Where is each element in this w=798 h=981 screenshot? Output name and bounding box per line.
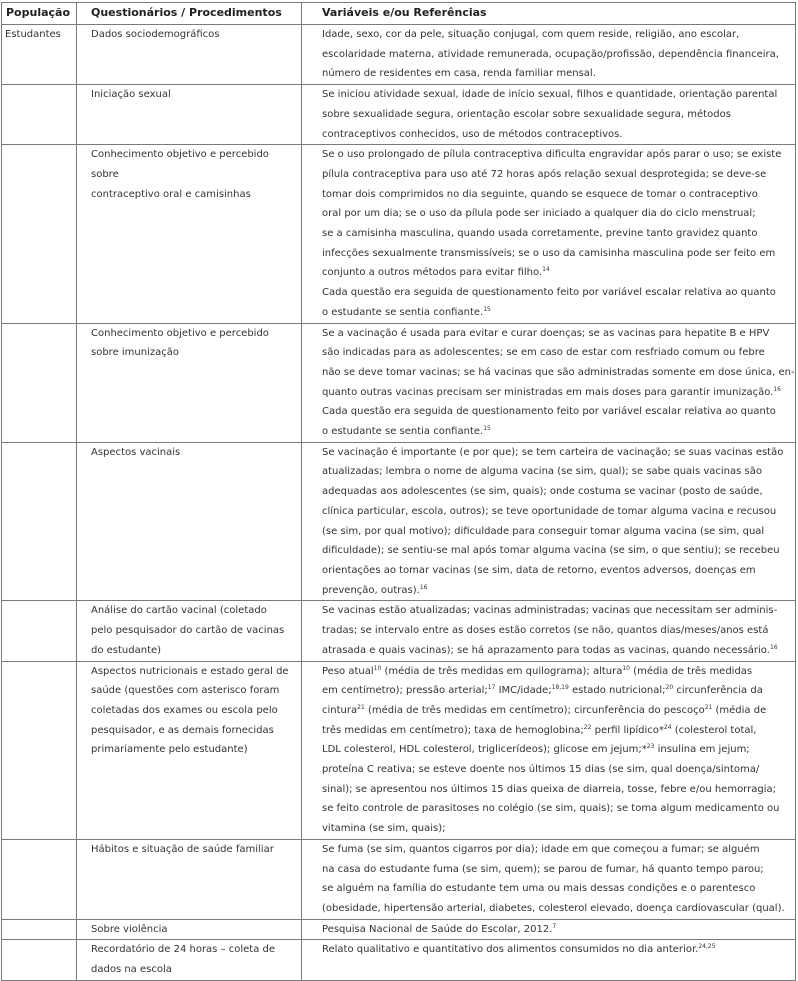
- variables-line: adequadas aos adolescentes (se sim, quais); onde costuma se vacinar (posto de saúde,: [322, 486, 763, 498]
- variables-line: na casa do estudante fuma (se sim, quem); se parou de fumar, há quanto tempo parou;: [322, 863, 764, 875]
- variables-line: se alguém na família do estudante tem uma ou mais dessas condições e o parentesco: [322, 883, 756, 895]
- procedure-line: Aspectos vacinais: [91, 446, 181, 458]
- variables-line: quanto outras vacinas precisam ser ministradas em mais doses para garantir imunização.$^{16}$: [322, 385, 781, 398]
- variables-line: tomar dois comprimidos no dia seguinte, quando se esquece de tomar o contraceptivo: [322, 188, 758, 200]
- variables-cell: [302, 601, 796, 661]
- procedure-line: Aspectos nutricionais e estado geral de: [91, 665, 289, 677]
- procedure-line: contraceptivo oral e camisinhas: [91, 188, 251, 200]
- procedure-cell: [77, 323, 302, 442]
- variables-line: cintura$^{21}$ (média de três medidas em centímetro); circunferência do pescoço$^{21}$ (média de: [322, 703, 767, 716]
- procedure-line: Conhecimento objetivo e percebido: [91, 327, 269, 339]
- header-procedures: Questionários / Procedimentos: [77, 3, 302, 25]
- population-cell: [2, 839, 77, 919]
- population-cell: [2, 661, 77, 839]
- procedure-cell: [77, 145, 302, 323]
- variables-line: Se o uso prolongado de pílula contraceptiva dificulta engravidar após parar o uso; se existe: [322, 149, 782, 161]
- population-cell: [2, 601, 77, 661]
- variables-line: Se a vacinação é usada para evitar e curar doenças; se as vacinas para hepatite B e HPV: [322, 327, 770, 339]
- variables-line: não se deve tomar vacinas; se há vacinas que são administradas somente em dose única, en-: [322, 366, 795, 378]
- variables-line: Se fuma (se sim, quantos cigarros por dia); idade em que começou a fumar; se alguém: [322, 843, 760, 855]
- variables-line: oral por um dia; se o uso da pílula pode ser iniciado a qualquer dia do ciclo menstrual;: [322, 208, 756, 220]
- population-cell: [2, 940, 77, 980]
- variables-cell: [302, 25, 796, 85]
- variables-cell: [302, 145, 796, 323]
- procedure-line: Iniciação sexual: [91, 89, 171, 101]
- variables-line: Cada questão era seguida de questionamento feito por variável escalar relativa ao quanto: [322, 287, 776, 299]
- procedure-line: saúde (questões com asterisco foram: [91, 685, 280, 697]
- variables-line: Se vacinação é importante (e por que); se tem carteira de vacinação; se suas vacinas estão: [322, 446, 784, 458]
- population-cell: [2, 919, 77, 940]
- procedure-line: do estudante): [91, 644, 162, 656]
- procedure-line: Sobre violência: [91, 923, 168, 935]
- variables-cell: [302, 839, 796, 919]
- population-cell: Estudantes: [2, 25, 77, 85]
- variables-line: o estudante se sentia confiante.$^{15}$: [322, 425, 491, 438]
- variables-line: sinal); se apresentou nos últimos 15 dias queixa de diarreia, tosse, febre e/ou hemorragia;: [322, 783, 776, 795]
- variables-line: Relato qualitativo e quantitativo dos alimentos consumidos no dia anterior.$^{24,25}$: [322, 943, 716, 956]
- variables-line: conjunto a outros métodos para evitar filho.$^{14}$: [322, 266, 550, 279]
- procedure-cell: [77, 940, 302, 980]
- procedure-line: Conhecimento objetivo e percebido: [91, 149, 269, 161]
- variables-cell: [302, 940, 796, 980]
- variables-cell: [302, 919, 796, 940]
- procedure-cell: [77, 919, 302, 940]
- variables-line: Cada questão era seguida de questionamento feito por variável escalar relativa ao quanto: [322, 406, 776, 418]
- table-row: [2, 919, 796, 940]
- header-variables: Variáveis e/ou Referências: [302, 3, 796, 25]
- variables-line: contraceptivos conhecidos, uso de métodos contraceptivos.: [322, 128, 623, 140]
- variables-line: pílula contraceptiva para uso até 72 horas após relação sexual desprotegida; se deve-se: [322, 168, 767, 180]
- procedure-line: pesquisador, e as demais fornecidas: [91, 724, 274, 736]
- variables-line: vitamina (se sim, quais);: [322, 823, 446, 835]
- variables-line: atualizadas; lembra o nome de alguma vacina (se sim, qual); se sabe quais vacinas são: [322, 466, 762, 478]
- variables-line: clínica particular, escola, outros); se teve oportunidade de tomar alguma vacina e recusou: [322, 505, 777, 517]
- procedure-cell: [77, 442, 302, 601]
- variables-line: são indicadas para as adolescentes; se em caso de estar com resfriado comum ou febre: [322, 347, 765, 359]
- population-cell: [2, 145, 77, 323]
- variables-line: LDL colesterol, HDL colesterol, triglicerídeos); glicose em jejum;*$^{23}$ insulina em jejum;: [322, 743, 750, 756]
- procedure-line: pelo pesquisador do cartão de vacinas: [91, 625, 285, 637]
- variables-line: sobre sexualidade segura, orientação escolar sobre sexualidade segura, métodos: [322, 108, 731, 120]
- variables-line: em centímetro); pressão arterial;$^{17}$ IMC/idade;$^{18,19}$ estado nutricional;$^{20}$ circunferência da: [322, 684, 763, 697]
- variables-line: o estudante se sentia confiante.$^{15}$: [322, 305, 491, 318]
- variables-line: dificuldade); se sentiu-se mal após tomar alguma vacina (se sim, o que sentiu); se recebeu: [322, 545, 780, 557]
- procedure-line: Recordatório de 24 horas – coleta de: [91, 944, 276, 956]
- variables-line: Se vacinas estão atualizadas; vacinas administradas; vacinas que necessitam ser adminis-: [322, 605, 778, 617]
- variables-cell: [302, 661, 796, 839]
- variables-line: prevenção, outras).$^{16}$: [322, 583, 428, 596]
- procedure-cell: [77, 661, 302, 839]
- table-header-row: [2, 3, 796, 25]
- variables-line: (se sim, por qual motivo); dificuldade para conseguir tomar alguma vacina (se sim, qual: [322, 525, 765, 537]
- procedure-line: sobre imunização: [91, 347, 179, 359]
- variables-table: [1, 2, 796, 981]
- procedure-line: Dados sociodemográficos: [91, 29, 220, 40]
- procedure-line: Hábitos e situação de saúde familiar: [91, 843, 274, 855]
- table-row: [2, 323, 796, 442]
- procedure-line: dados na escola: [91, 964, 172, 976]
- procedure-cell: [77, 601, 302, 661]
- header-population: População: [2, 3, 77, 25]
- table-row: [2, 661, 796, 839]
- population-cell: [2, 323, 77, 442]
- variables-line: orientações ao tomar vacinas (se sim, data de retorno, eventos adversos, doenças em: [322, 564, 756, 576]
- procedure-line: coletadas dos exames ou escola pelo: [91, 704, 278, 716]
- table-row: [2, 85, 796, 145]
- procedure-line: sobre: [91, 168, 119, 180]
- variables-line: escolaridade materna, atividade remunerada, ocupação/profissão, dependência financeira,: [322, 48, 779, 60]
- procedure-cell: [77, 25, 302, 85]
- table-row: [2, 442, 796, 601]
- procedure-cell: [77, 85, 302, 145]
- table-row: [2, 145, 796, 323]
- procedure-line: Análise do cartão vacinal (coletado: [91, 605, 267, 617]
- table-row: [2, 839, 796, 919]
- variables-line: Idade, sexo, cor da pele, situação conjugal, com quem reside, religião, ano escolar,: [322, 29, 740, 40]
- variables-line: número de residentes em casa, renda familiar mensal.: [322, 68, 596, 80]
- variables-line: atrasada e quais vacinas); se há aprazamento para todas as vacinas, quando necessário.$^{16}$: [322, 643, 778, 656]
- variables-line: infecções sexualmente transmissíveis; se o uso da camisinha masculina pode ser feito em: [322, 247, 776, 259]
- variables-line: três medidas em centímetro); taxa de hemoglobina;$^{22}$ perfil lipídico*$^{24}$ (colesterol total,: [322, 723, 757, 736]
- population-cell: [2, 85, 77, 145]
- variables-cell: [302, 85, 796, 145]
- variables-line: Se iniciou atividade sexual, idade de início sexual, filhos e quantidade, orientação parental: [322, 89, 778, 101]
- variables-line: se feito controle de parasitoses no colégio (se sim, quais); se toma algum medicamento ou: [322, 803, 780, 815]
- variables-line: proteína C reativa; se esteve doente nos últimos 15 dias (se sim, qual doença/sintoma/: [322, 764, 760, 776]
- variables-line: tradas; se intervalo entre as doses estão corretos (se não, quantos dias/meses/anos está: [322, 625, 769, 637]
- table-row: [2, 601, 796, 661]
- table-row: [2, 940, 796, 980]
- variables-line: Pesquisa Nacional de Saúde do Escolar, 2012.$^7$: [322, 922, 557, 935]
- variables-line: Peso atual$^{10}$ (média de três medidas em quilograma); altura$^{10}$ (média de três medidas: [322, 664, 753, 677]
- procedure-line: primariamente pelo estudante): [91, 744, 248, 756]
- variables-line: (obesidade, hipertensão arterial, diabetes, colesterol elevado, doença cardiovascular (qual).: [322, 902, 785, 914]
- procedure-cell: [77, 839, 302, 919]
- variables-cell: [302, 442, 796, 601]
- variables-cell: [302, 323, 796, 442]
- population-cell: [2, 442, 77, 601]
- variables-line: se a camisinha masculina, quando usada corretamente, previne tanto gravidez quanto: [322, 228, 758, 240]
- table-row: [2, 25, 796, 85]
